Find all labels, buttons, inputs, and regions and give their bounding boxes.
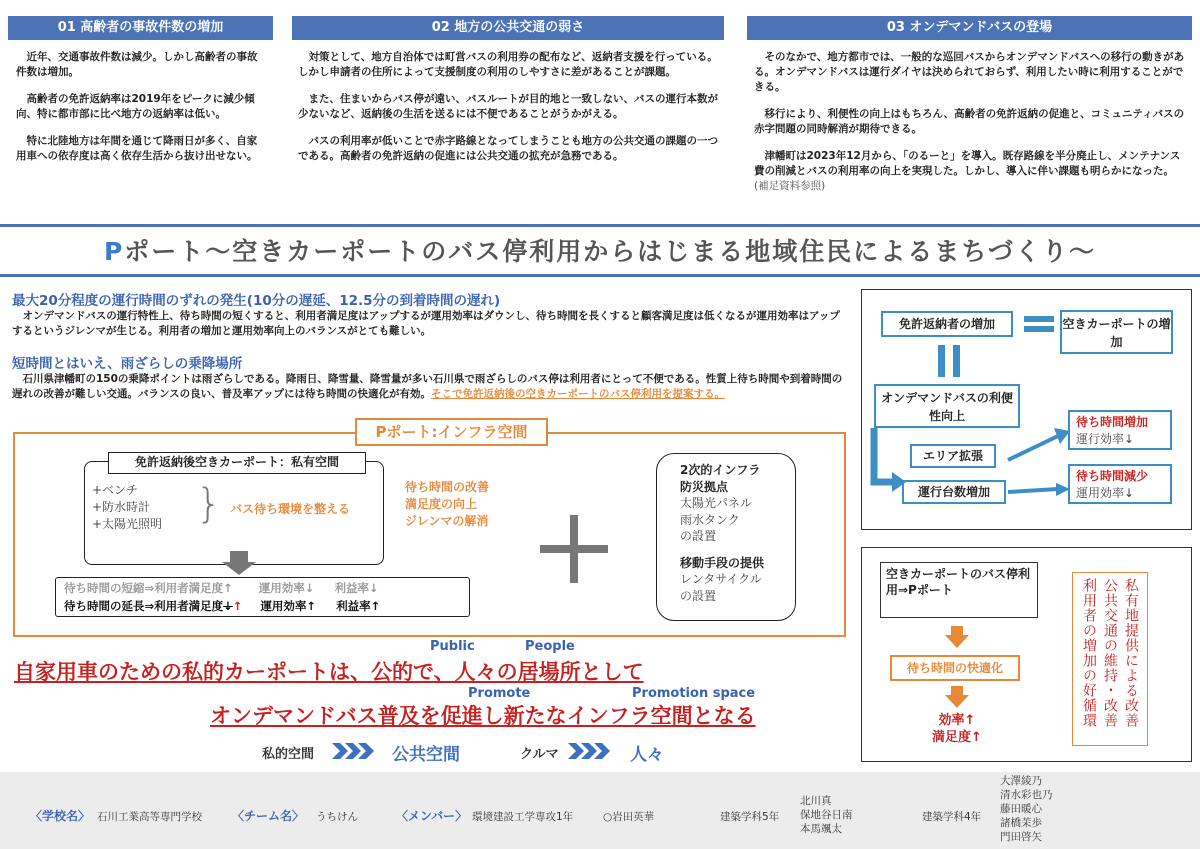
- plus-icon: [540, 515, 608, 583]
- box-carport-busstop: 空きカーポートのバス停利用⇒Pポート: [880, 562, 1038, 618]
- label-people: People: [525, 639, 575, 654]
- member-3-5: 門田啓矢: [1000, 831, 1042, 843]
- section-1-para-2: 高齢者の免許返納率は2019年をピークに減少傾向、特に都市部に比べ地方の返納率は低い。: [16, 93, 255, 120]
- member-2-3: 本馬颯太: [800, 823, 842, 835]
- benefit-3: ジレンマの解消: [405, 514, 489, 528]
- down-arrow-icon: [945, 626, 969, 648]
- struck-down-arrow-icon: ↓: [223, 599, 233, 613]
- row2-b: 運用効率↑: [260, 599, 317, 613]
- issue-2-text: 石川県津幡町の150の乗降ポイントは雨ざらしである。降雨日、降雪量、降雪量が多い石川県で雨ざらしのバス停は利用者にとって不便である。性質上待ち時間や到着時間の遅れの改善が難しい交通。バランスの良い、普及率アップには待ち時間の快適化が有効。: [12, 373, 843, 400]
- chevrons-icon: [332, 741, 384, 761]
- parallel-icon: [935, 345, 963, 377]
- row1-c: 利益率↓: [334, 581, 379, 595]
- members-3: [1000, 774, 1053, 844]
- row2-a: 待ち時間の延長⇒利用者満足度: [64, 599, 224, 613]
- section-2-para-3: バスの利用率が低いことで赤字路線となってしまうことも地方の公共交通の課題の一つである。高齢者の免許返納の促進には公共交通の拡充が急務である。: [298, 135, 718, 162]
- row1-a: 待ち時間の短縮⇒利用者満足度↑: [64, 581, 233, 595]
- arrange-text: バス待ち環境を整える: [230, 502, 351, 516]
- section-3-para-1: そのなかで、地方都市では、一般的な巡回バスからオンデマンドバスへの移行の動きがある。オンデマンドバスは運行ダイヤは決められておらず、利用したい時に利用することができる。: [754, 51, 1185, 93]
- move-title: 移動手段の提供: [680, 555, 765, 570]
- amenity-clock: +防水時計: [92, 500, 151, 514]
- title-text: ポート～空きカーポートのバス停利用からはじまる地域住民によるまちづくり～: [124, 237, 1097, 266]
- section-2-body: [298, 50, 718, 176]
- flow-1-from: 私的空間: [262, 747, 315, 762]
- row1-b: 運用効率↓: [258, 581, 315, 595]
- infra-label: Pポート:インフラ空間: [355, 418, 548, 446]
- wait-decrease-sub: 運用効率↓: [1076, 486, 1135, 500]
- side-item-3: の設置: [680, 529, 717, 543]
- issue-1-text: オンデマンドバスの運行特性上、待ち時間の短くすると、利用者満足度はアップするが運用効率はダウンし、待ち時間を長くすると顧客満足度は低くなるが運用効率はアップするというジレンマが生じる。利用者の増加と運用効率向上のバランスがとても難しい。: [12, 310, 840, 337]
- tradeoff-row-2: [64, 598, 380, 614]
- issue-2-highlight: そこで免許返納後の空きカーポートのバス停利用を提案する。: [430, 388, 725, 400]
- equals-icon: [1024, 314, 1054, 334]
- up-right-arrow-icon: [1006, 428, 1070, 464]
- chevrons-icon: [568, 741, 620, 761]
- move-item-1: レンタサイクル: [680, 572, 762, 586]
- row2-c: 利益率↑: [336, 599, 381, 613]
- school-label: 〈学校名〉: [30, 809, 91, 823]
- dept-2: 建築学科5年: [720, 811, 780, 823]
- down-arrow-icon: [945, 686, 969, 708]
- dept-1: 環境建設工学専攻1年: [472, 811, 574, 823]
- side-title: 2次的インフラ: [680, 463, 761, 477]
- section-3-header: 03 オンデマンドバスの登場: [747, 16, 1192, 40]
- dept-3: 建築学科4年: [922, 811, 982, 823]
- section-3-note: (補足資料参照): [754, 180, 826, 192]
- section-2-header: 02 地方の公共交通の弱さ: [292, 16, 724, 40]
- flow-2-from: クルマ: [520, 747, 559, 762]
- red-up-arrow-icon: ↑: [232, 599, 243, 613]
- amenity-light: +太陽光照明: [92, 517, 163, 531]
- box-convenience: オンデマンドバスの利便性向上: [874, 384, 1020, 428]
- team-name: うちけん: [316, 811, 358, 823]
- school-name: 石川工業高等専門学校: [97, 811, 202, 823]
- result-efficiency: 効率↑: [938, 713, 976, 728]
- member-3-3: 藤田暖心: [1000, 803, 1042, 815]
- box-license-return: 免許返納者の増加: [881, 311, 1013, 337]
- label-public: Public: [430, 639, 475, 654]
- side-item-2: 雨水タンク: [680, 512, 740, 527]
- wait-increase-sub: 運行効率↓: [1076, 432, 1135, 446]
- side-item-1: 太陽光パネル: [680, 496, 753, 510]
- box-area-expand: エリア拡張: [910, 444, 996, 468]
- result-satisfaction: 満足度↑: [932, 730, 982, 745]
- label-promotion-space: Promotion space: [632, 686, 756, 701]
- tradeoff-row-1: [64, 580, 379, 596]
- box-wait-decrease: [1068, 464, 1172, 504]
- private-space-title: 免許返納後空きカーポート：私有空間: [108, 452, 366, 474]
- box-vehicle-increase: 運行台数増加: [902, 480, 1006, 504]
- box-vacant-carport: 空きカーポートの増加: [1060, 310, 1173, 354]
- issue-1: [12, 289, 847, 339]
- title-rule-bottom: [0, 274, 1200, 277]
- section-1-para-1: 近年、交通事故件数は減少。しかし高齢者の事故件数は増加。: [16, 51, 258, 78]
- wait-increase-title: 待ち時間増加: [1076, 415, 1149, 429]
- page-title: [0, 232, 1200, 268]
- section-2-para-1: 対策として、地方自治体では町営バスの利用券の配布など、返納者支援を行っている。しかし申請者の住所によって支援制度の利用のしやすさに差があることが課題。: [298, 51, 718, 78]
- benefit-2: 満足度の向上: [405, 497, 478, 511]
- move-item-2: の設置: [680, 588, 717, 603]
- benefit-1: 待ち時間の改善: [405, 480, 490, 494]
- right-arrow-icon: [1006, 482, 1070, 496]
- member-2-1: 北川真: [800, 795, 832, 807]
- slogan-line-2: オンデマンドバス普及を促進し新たなインフラ空間となる: [210, 704, 756, 728]
- flow-1-to: 公共空間: [392, 745, 460, 765]
- title-rule-top: [0, 224, 1200, 227]
- member-3-1: 大澤綾乃: [1000, 775, 1042, 787]
- elbow-arrow-icon: [866, 428, 906, 494]
- amenity-list: [92, 482, 162, 533]
- member-3-4: 諸橋茉歩: [1000, 817, 1042, 829]
- box-wait-increase: [1068, 410, 1172, 450]
- issue-2-heading: 短時間とはいえ、雨ざらしの乗降場所: [12, 356, 243, 372]
- slogan-line-1: 自家用車のための私的カーポートは、公的で、人々の居場所として: [14, 660, 644, 684]
- wait-decrease-title: 待ち時間減少: [1076, 469, 1149, 483]
- member-3-2: 清水彩也乃: [1000, 789, 1053, 801]
- box-wait-comfort: 待ち時間の快適化: [890, 655, 1020, 681]
- issue-2: [12, 352, 847, 402]
- section-3-para-2: 移行により、利便性の向上はもちろん、高齢者の免許返納の促進と、コミュニティバスの赤字問題の同時解消が期待できる。: [754, 108, 1185, 135]
- section-1-header: 01 高齢者の事故件数の増加: [8, 16, 273, 40]
- section-3-para-3: 津幡町は2023年12月から、「のるーと」を導入。既存路線を半分廃止し、メンテナンス費の削減とバスの利用率の向上を実現した。しかし、導入に伴い課題も明らかになった。: [754, 150, 1181, 177]
- member-2-2: 保地谷日南: [800, 809, 853, 821]
- title-p: P: [103, 237, 125, 266]
- secondary-infra-text: [680, 462, 764, 604]
- label-promote: Promote: [468, 686, 531, 701]
- leader-name: ○岩田英華: [603, 811, 655, 823]
- issue-1-heading: 最大20分程度の運行時間のずれの発生(10分の遅延、12.5分の到着時間の遅れ): [12, 293, 501, 309]
- flow-2-to: 人々: [630, 745, 664, 765]
- brace-icon: }: [196, 481, 222, 527]
- benefit-list: [405, 479, 489, 530]
- vertical-text: 私有地提供による改善公共交通の維持・改善利用者の増加の好循環: [1081, 578, 1139, 728]
- section-3-body: [754, 50, 1189, 206]
- cycle-result: [922, 712, 992, 746]
- down-arrow-icon: [222, 551, 256, 575]
- team-label: 〈チーム名〉: [232, 809, 305, 823]
- section-2-para-2: また、住まいからバス停が遠い、バスルートが目的地と一致しない、バスの運行本数が少ないなど、返納後の生活を送るには不便であることがうかがえる。: [298, 93, 718, 120]
- members-2: [800, 794, 853, 836]
- section-1-body: [16, 50, 266, 176]
- member-label: 〈メンバー〉: [396, 809, 468, 823]
- amenity-bench: +ベンチ: [92, 483, 139, 497]
- section-1-para-3: 特に北陸地方は年間を通じて降雨日が多く、自家用車への依存度は高く依存生活から抜け出せない。: [16, 135, 258, 162]
- side-sub: 防災拠点: [680, 479, 729, 494]
